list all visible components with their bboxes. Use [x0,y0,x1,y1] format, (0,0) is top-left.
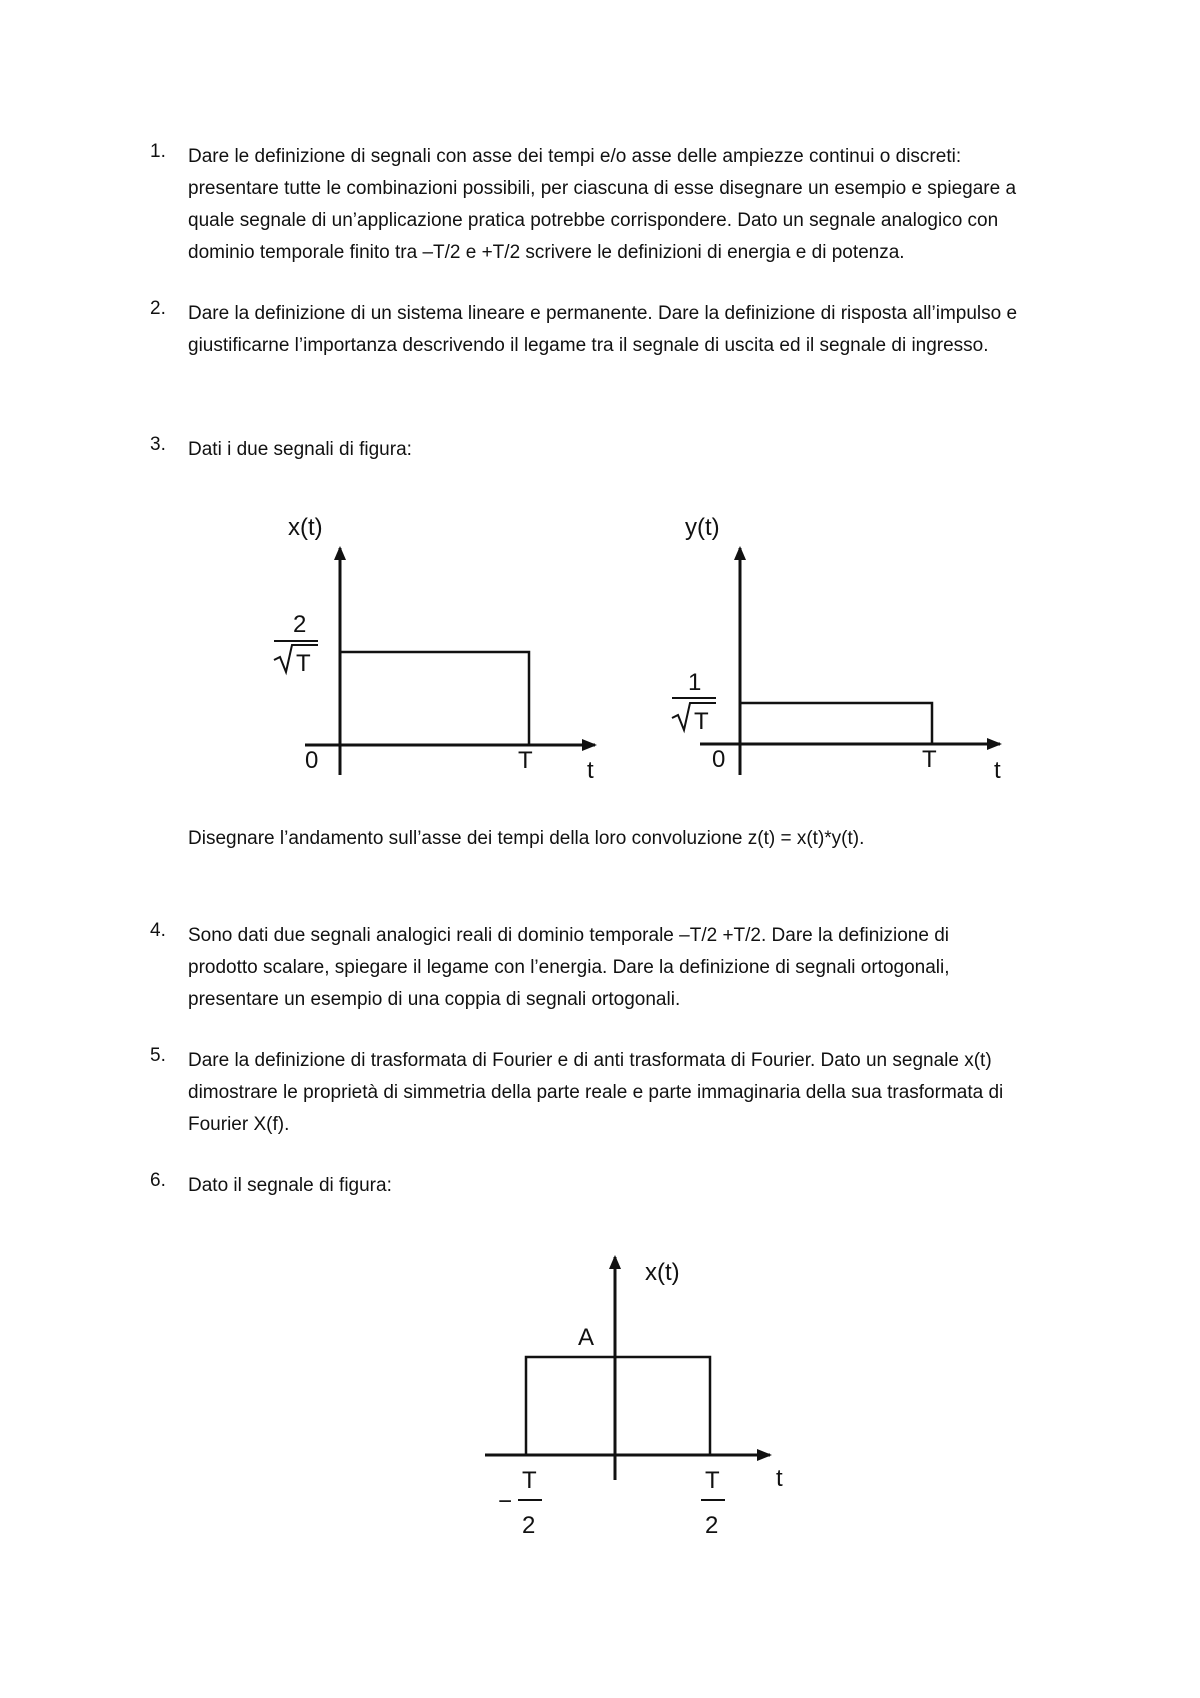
x-axis-label: t [587,757,594,784]
y-axis-arrow [734,546,746,560]
text-line: Dato il segnale di figura: [188,1175,392,1196]
figure-x-signal [260,500,620,800]
text-line: presentare tutte le combinazioni possibili, per ciascuna di esse disegnare un esempio e spiegare a [188,178,1017,199]
question-number: 4. [150,920,166,941]
text-line: Fourier X(f). [188,1114,290,1135]
x-axis-arrow [757,1449,772,1461]
text-line: Dati i due segnali di figura: [188,439,412,460]
t-left-numerator: T [522,1467,537,1494]
origin-label: 0 [712,746,726,773]
figure-rect-pulse [480,1245,820,1555]
text-line: giustificarne l’importanza descrivendo il legame tra il segnale di uscita ed il segnale di ingresso. [188,335,989,356]
question-text [188,1045,1003,1141]
t-right-denominator: 2 [705,1512,719,1539]
question-number: 5. [150,1045,166,1066]
x-axis-arrow [582,739,597,751]
text-line: prodotto scalare, spiegare il legame con l’energia. Dare la definizione di segnali ortogonali, [188,957,950,978]
amplitude-numerator: 1 [688,669,702,696]
signal-rect [340,652,529,745]
x-axis-label: t [994,757,1001,784]
text-line: dominio temporale finito tra –T/2 e +T/2 scrivere le definizioni di energia e di potenza. [188,242,905,263]
text-line: dimostrare le proprietà di simmetria della parte reale e parte immaginaria della sua trasformata di [188,1082,1004,1103]
amplitude-numerator: 2 [293,611,307,638]
text-line: Dare le definizione di segnali con asse dei tempi e/o asse delle ampiezze continui o discreti: [188,146,962,167]
amplitude-denominator: T [296,650,311,677]
text-line: Sono dati due segnali analogici reali di dominio temporale –T/2 +T/2. Dare la definizione di [188,925,949,946]
text-line: presentare un esempio di una coppia di segnali ortogonali. [188,989,681,1010]
x-axis-arrow [987,738,1002,750]
question-number: 2. [150,298,166,319]
y-signal-y-label: y(t) [685,514,720,541]
text-line: quale segnale di un’applicazione pratica potrebbe corrispondere. Dato un segnale analogico con [188,210,999,231]
x-axis-label: t [776,1465,783,1492]
origin-label: 0 [305,747,319,774]
question-text [188,434,412,466]
y-axis-arrow [334,546,346,560]
figure-y-signal [660,500,1020,800]
question-text [188,141,1016,269]
t-end-label: T [922,746,937,773]
question-text [188,298,1017,362]
t-left-denominator: 2 [522,1512,536,1539]
question-number: 1. [150,141,166,162]
question-text [188,920,950,1016]
question-number: 6. [150,1170,166,1191]
question-text [188,1170,392,1202]
signal-rect [740,703,932,744]
x-signal-y-label: x(t) [288,514,323,541]
t-end-label: T [518,747,533,774]
y-axis-arrow [609,1255,621,1269]
signal-rect [526,1357,710,1455]
negative-sign: − [498,1488,513,1515]
text-line: Dare la definizione di un sistema lineare e permanente. Dare la definizione di risposta all’impulso e [188,303,1018,324]
amplitude-label: A [578,1324,595,1351]
pulse-y-label: x(t) [645,1259,680,1286]
text-line: Dare la definizione di trasformata di Fourier e di anti trasformata di Fourier. Dato un segnale x(t) [188,1050,992,1071]
t-right-numerator: T [705,1467,720,1494]
question-number: 3. [150,434,166,455]
convolution-instruction: Disegnare l’andamento sull’asse dei tempi della loro convoluzione z(t) = x(t)*y(t). [188,828,865,849]
amplitude-denominator: T [694,708,709,735]
